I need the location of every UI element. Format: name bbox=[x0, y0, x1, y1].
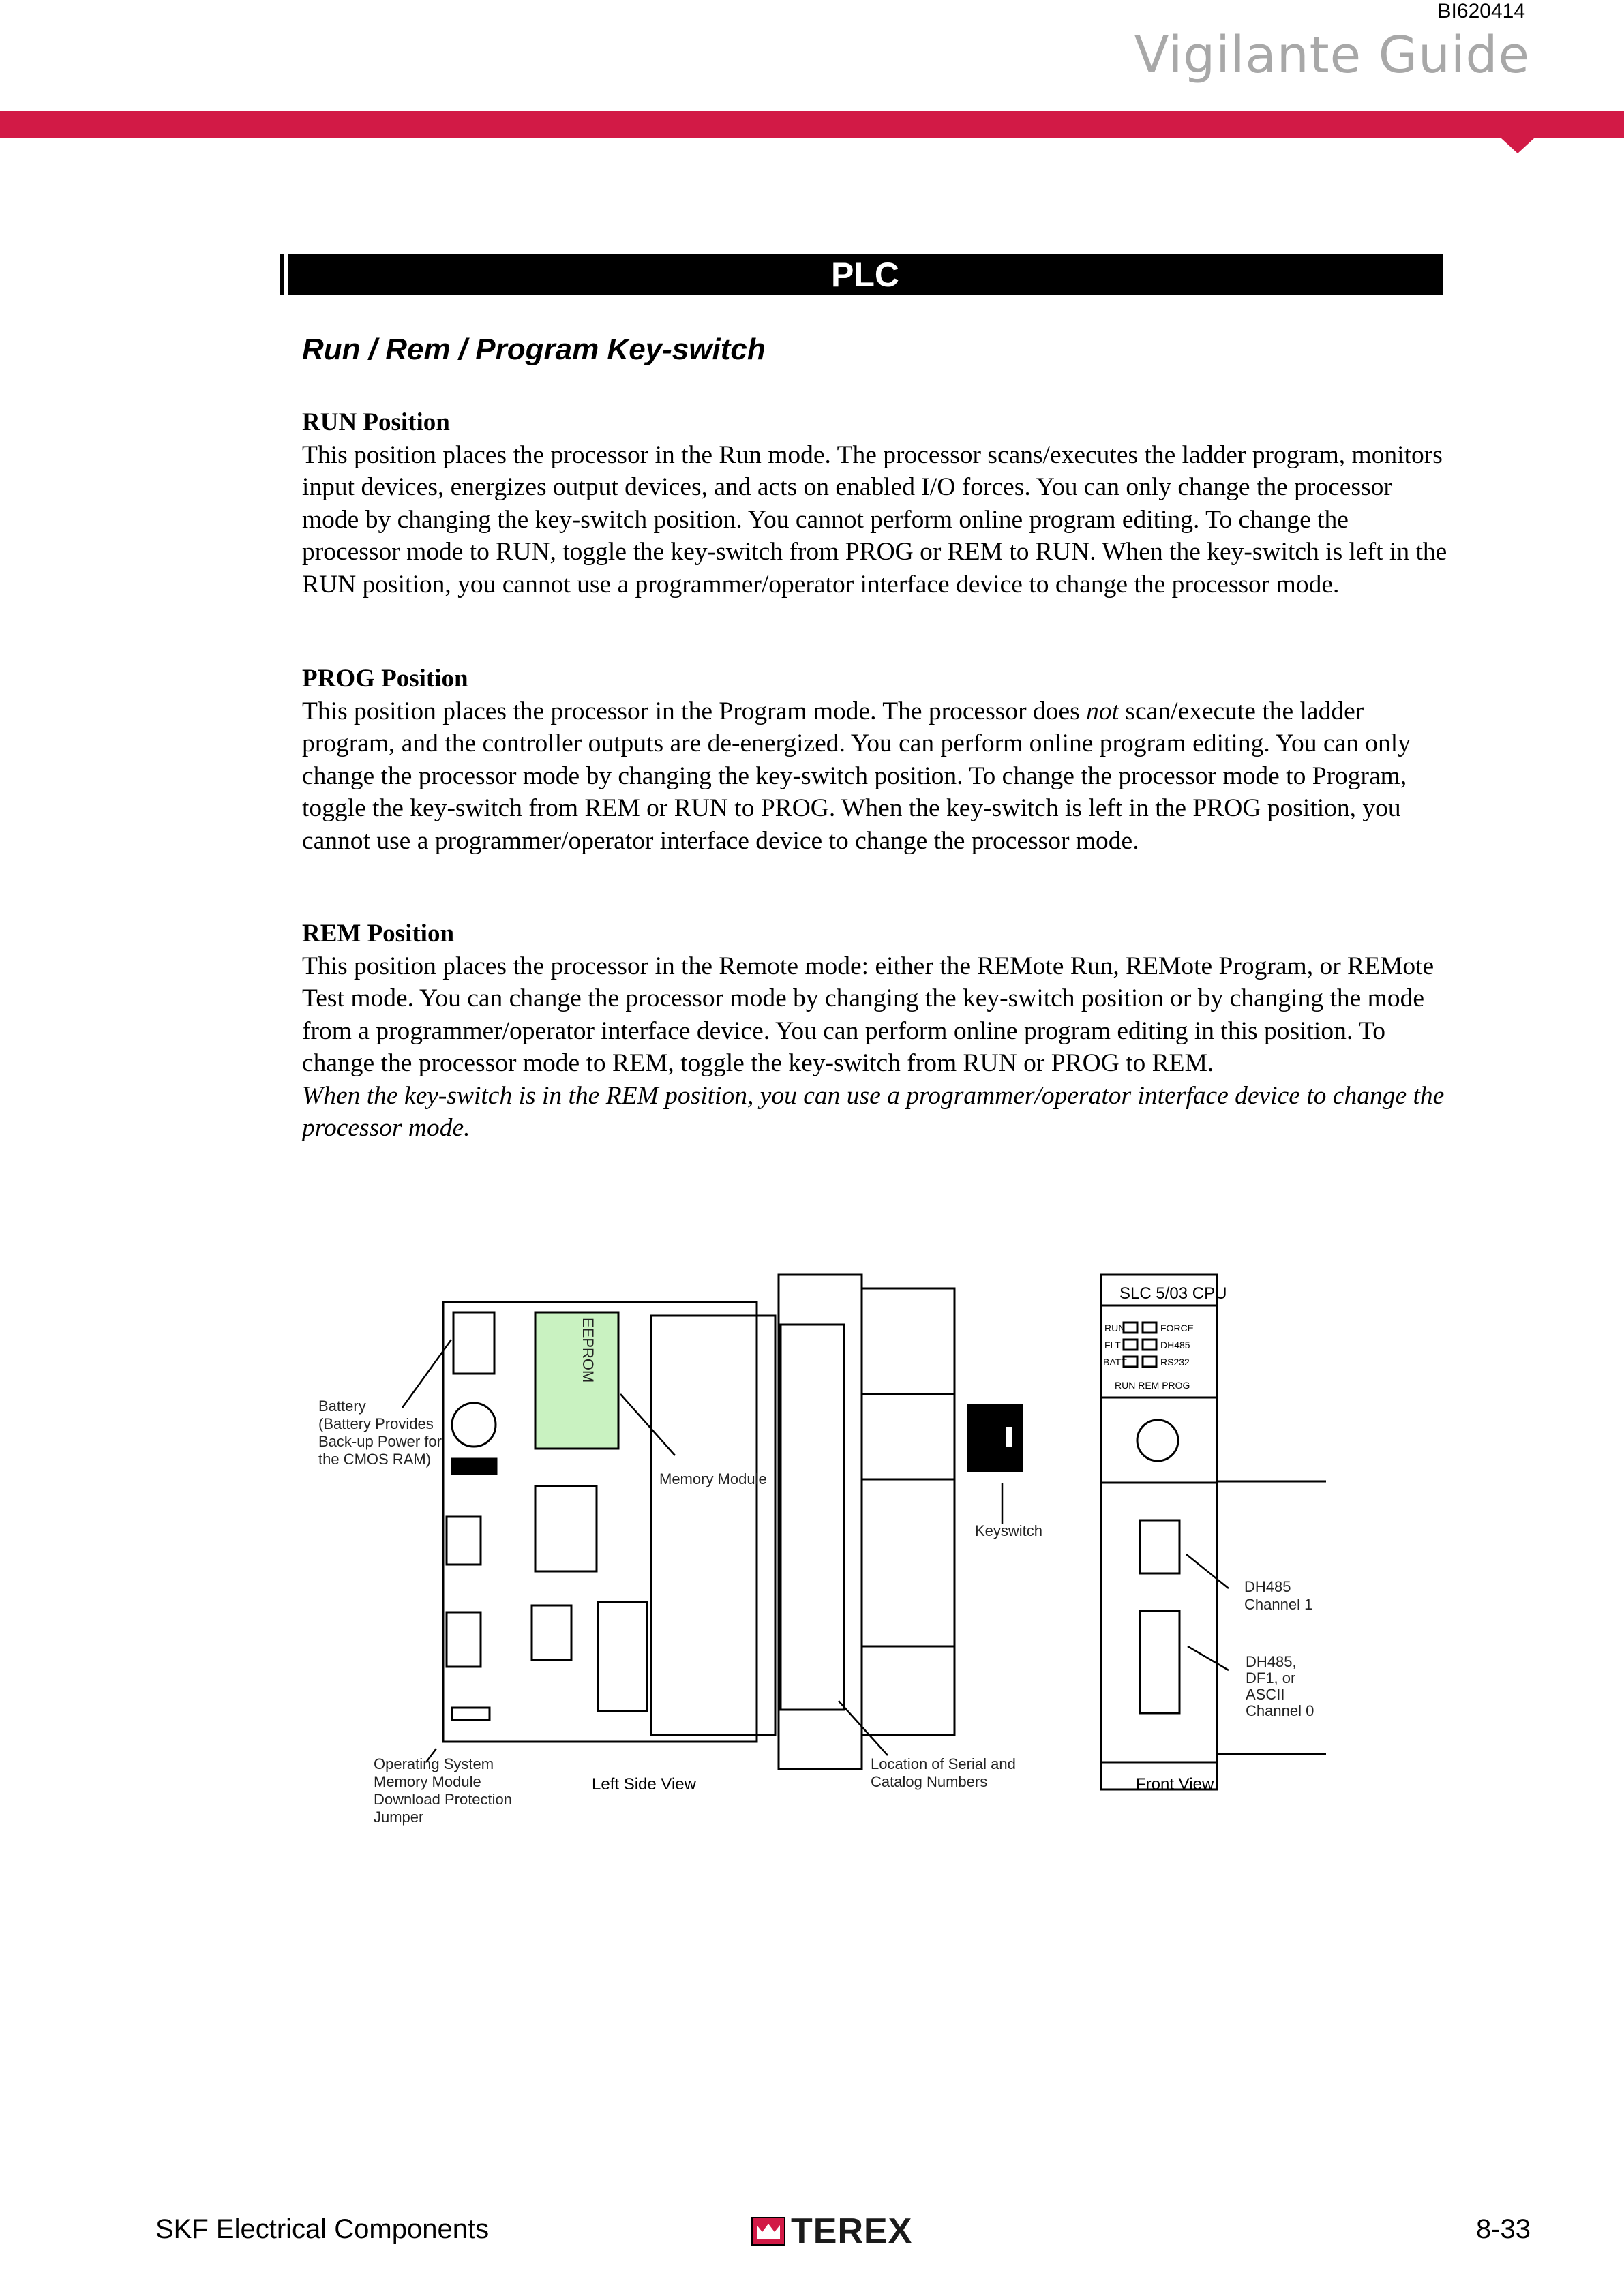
channel0-leader-line bbox=[1188, 1646, 1229, 1670]
led-rs232-label: RS232 bbox=[1160, 1357, 1190, 1368]
front-keyswitch-icon bbox=[1137, 1420, 1178, 1461]
rem-text: This position places the processor in the Remote mode: either the REMote Run, REMote Program, or REMote Test mode. You can change the processor mode by changing the key-switch position or by changing the mode from a programmer/operator interface device. You can perform online program editing in this position. To change the processor mode to REM, toggle the key-switch from RUN or PROG to REM. bbox=[302, 952, 1434, 1077]
memory-chip bbox=[598, 1602, 647, 1711]
ram-chip bbox=[532, 1605, 571, 1660]
rem-position-section bbox=[302, 918, 1447, 1145]
run-position-section bbox=[302, 406, 1447, 601]
side-slot bbox=[781, 1325, 844, 1710]
eeprom-label: EEPROM bbox=[580, 1318, 597, 1383]
dh485-leader-line bbox=[1186, 1554, 1229, 1588]
run-text: This position places the processor in the Run mode. The processor scans/executes the ladder program, monitors input devices, energizes output devices, and acts on enabled I/O forces. You can only change the processor mode by changing the key-switch position. You cannot perform online program editing. To change the processor mode to RUN, toggle the key-switch from PROG or REM to RUN. When the key-switch is left in the RUN position, you cannot use a programmer/operator interface device to change the processor mode. bbox=[302, 440, 1447, 599]
led-flt-label: FLT bbox=[1104, 1340, 1121, 1350]
battery-holder bbox=[453, 1312, 494, 1374]
rem-heading: REM Position bbox=[302, 920, 455, 948]
prog-position-section bbox=[302, 663, 1447, 857]
battery-label: Battery (Battery Provides Back-up Power for the CMOS RAM) bbox=[318, 1398, 442, 1468]
page-subheading: Run / Rem / Program Key-switch bbox=[302, 333, 766, 366]
front-view-label: Front View bbox=[1136, 1775, 1214, 1794]
keyswitch-label: Keyswitch bbox=[975, 1522, 1043, 1539]
terex-logo bbox=[751, 2211, 912, 2252]
os-jumper-label: Operating System Memory Module Download Protection Jumper bbox=[374, 1755, 513, 1826]
download-jumper bbox=[452, 1708, 490, 1720]
section-title-bar: PLC bbox=[284, 254, 1443, 295]
header-accent-bar bbox=[0, 111, 1624, 138]
serial-location-label: Location of Serial and Catalog Numbers bbox=[871, 1755, 1016, 1790]
port-connector-bottom bbox=[447, 1612, 481, 1667]
page-number: 8-33 bbox=[1475, 2214, 1531, 2244]
guide-title: Vigilante Guide bbox=[1134, 26, 1530, 85]
header-accent-notch bbox=[1501, 138, 1534, 153]
terex-logo-text: TEREX bbox=[791, 2211, 913, 2251]
led-dh485-label: DH485 bbox=[1160, 1340, 1190, 1350]
prog-heading: PROG Position bbox=[302, 665, 468, 693]
left-side-view-label: Left Side View bbox=[592, 1775, 696, 1794]
memory-module-label: Memory Module bbox=[659, 1470, 767, 1487]
dh485-port bbox=[1140, 1520, 1179, 1573]
cpu-title: SLC 5/03 CPU bbox=[1119, 1284, 1227, 1303]
mode-labels: RUN REM PROG bbox=[1115, 1380, 1190, 1391]
terex-logo-icon bbox=[751, 2217, 785, 2246]
eeprom-chip bbox=[535, 1312, 618, 1449]
prog-text-start: This position places the processor in the Program mode. The processor does bbox=[302, 697, 1087, 725]
rem-note: When the key-switch is in the REM position, you can use a programmer/operator interface device to change the processor mode. bbox=[302, 1081, 1445, 1142]
keyswitch-icon bbox=[967, 1404, 1023, 1472]
serial-port bbox=[1140, 1611, 1179, 1713]
prog-text bbox=[302, 695, 1447, 858]
run-heading: RUN Position bbox=[302, 408, 450, 436]
channel0-label: DH485, DF1, or ASCII Channel 0 bbox=[1246, 1653, 1314, 1719]
dh485-channel1-label: DH485 Channel 1 bbox=[1244, 1578, 1313, 1613]
serial-location-leader-line bbox=[839, 1701, 888, 1755]
led-run-label: RUN bbox=[1104, 1323, 1126, 1333]
battery-connector bbox=[452, 1459, 496, 1474]
prog-text-emphasis: not bbox=[1086, 697, 1119, 725]
memory-module-leader-line bbox=[620, 1394, 675, 1455]
cpu-chip bbox=[535, 1486, 597, 1571]
led-force-label: FORCE bbox=[1160, 1323, 1194, 1333]
footer-company: SKF Electrical Components bbox=[155, 2214, 490, 2244]
rear-housing bbox=[862, 1288, 954, 1735]
led-batt-label: BATT bbox=[1103, 1357, 1127, 1368]
port-connector-top bbox=[447, 1517, 481, 1565]
battery-icon bbox=[452, 1403, 496, 1447]
document-id: BI620414 bbox=[1437, 0, 1525, 22]
side-panel bbox=[779, 1275, 862, 1769]
prog-text-end: scan/execute the ladder program, and the controller outputs are de-energized. You can perform online program editing. You can only change the processor mode by changing the key-switch position. To change the processor mode to Program, toggle the key-switch from REM or RUN to PROG. When the key-switch is left in the PROG position, you cannot use a programmer/operator interface device to change the processor mode. bbox=[302, 697, 1411, 855]
plc-processor-diagram bbox=[300, 1265, 1350, 1844]
